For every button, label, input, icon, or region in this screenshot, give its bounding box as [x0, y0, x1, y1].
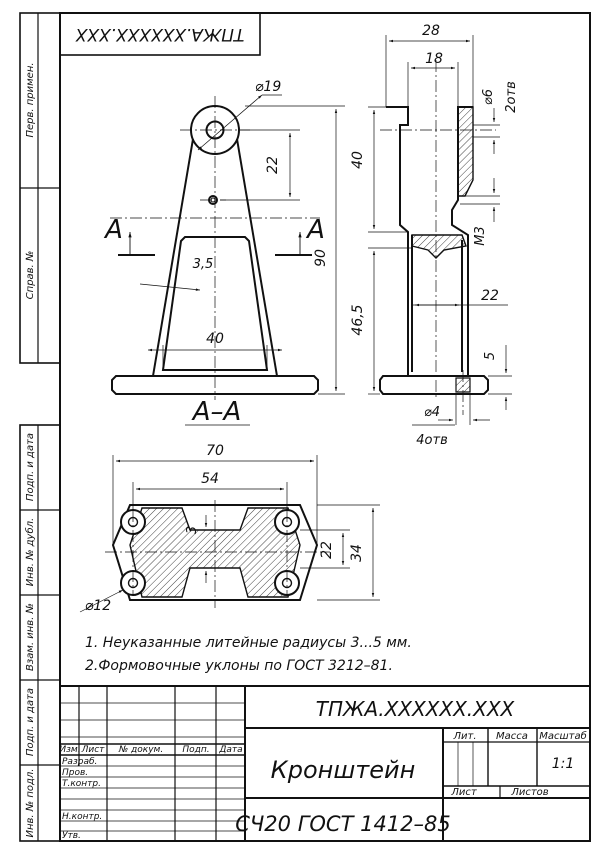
dim-h22-plan: 22 — [319, 541, 335, 559]
dim-h22-side: 22 — [481, 288, 499, 304]
sheets-label: Листов — [511, 787, 549, 798]
section-view — [80, 443, 380, 614]
dim-d4: ⌀4 — [423, 405, 441, 420]
dim-w18: 18 — [425, 51, 443, 67]
row-prov: Пров. — [62, 768, 89, 778]
mass-label: Масса — [496, 731, 528, 742]
dim-d4-count: 4отв — [416, 433, 448, 448]
row-razrab: Разраб. — [62, 757, 98, 767]
row-utv: Утв. — [62, 831, 81, 841]
dim-d12: ⌀12 — [84, 598, 112, 614]
part-name: Кронштейн — [270, 756, 416, 784]
side-column-labels — [24, 62, 36, 837]
dim-m3: М3 — [473, 226, 488, 246]
side-label-inv-dubl: Инв. № дубл. — [25, 517, 36, 587]
side-view — [350, 23, 519, 448]
section-title: А–А — [192, 397, 242, 427]
scale-label: Масштаб — [539, 731, 587, 742]
side-label-inv-podl: Инв. № подл. — [25, 768, 36, 838]
side-label-podp-data-2: Подп. и дата — [25, 687, 36, 757]
dim-d6-count: 2отв — [504, 81, 519, 113]
col-data: Дата — [219, 745, 243, 755]
sheet-label: Лист — [451, 787, 477, 798]
side-label-podp-data-1: Подп. и дата — [25, 432, 36, 502]
dim-t3-5: 3,5 — [192, 257, 214, 272]
side-label-vzam-inv: Взам. инв. № — [25, 603, 36, 671]
dim-h5: 5 — [483, 351, 498, 361]
dim-h40: 40 — [350, 151, 366, 169]
dim-h46-5: 46,5 — [350, 304, 366, 336]
dim-w70: 70 — [206, 443, 224, 459]
dim-w40: 40 — [206, 331, 224, 347]
dim-w54: 54 — [201, 471, 219, 487]
dim-d19: ⌀19 — [255, 79, 282, 95]
dim-h90: 90 — [313, 249, 329, 267]
title-block — [59, 686, 590, 841]
dim-d6: ⌀6 — [481, 88, 496, 106]
dim-h22-front: 22 — [265, 156, 281, 174]
technical-notes — [85, 635, 412, 674]
lit-label: Лит. — [453, 731, 477, 742]
col-list: Лист — [81, 745, 105, 755]
material-spec: СЧ20 ГОСТ 1412–85 — [235, 812, 451, 836]
section-letter-right: А — [307, 215, 325, 245]
side-label-perv-primen: Перв. примен. — [25, 62, 36, 138]
col-izm: Изм. — [59, 745, 81, 755]
scale-value: 1:1 — [551, 756, 575, 772]
note-2: 2.Формовочные уклоны по ГОСТ 3212–81. — [85, 658, 393, 674]
section-letter-left: А — [105, 215, 123, 245]
top-designation: ТПЖА.XXXXXX.XXX — [75, 24, 245, 44]
dim-w28: 28 — [422, 23, 440, 39]
row-nkontr: Н.контр. — [62, 812, 103, 822]
col-podp: Подп. — [182, 745, 210, 755]
side-label-sprav: Справ. № — [25, 250, 36, 300]
main-designation: ТПЖА.XXXXXX.XXX — [315, 697, 515, 721]
dim-t3: 3 — [185, 525, 200, 535]
dim-h34: 34 — [349, 544, 365, 562]
col-dokum: № докум. — [118, 745, 164, 755]
front-view — [103, 79, 345, 400]
note-1: 1. Неуказанные литейные радиусы 3...5 мм. — [85, 635, 412, 651]
row-tkontr: Т.контр. — [62, 779, 102, 789]
